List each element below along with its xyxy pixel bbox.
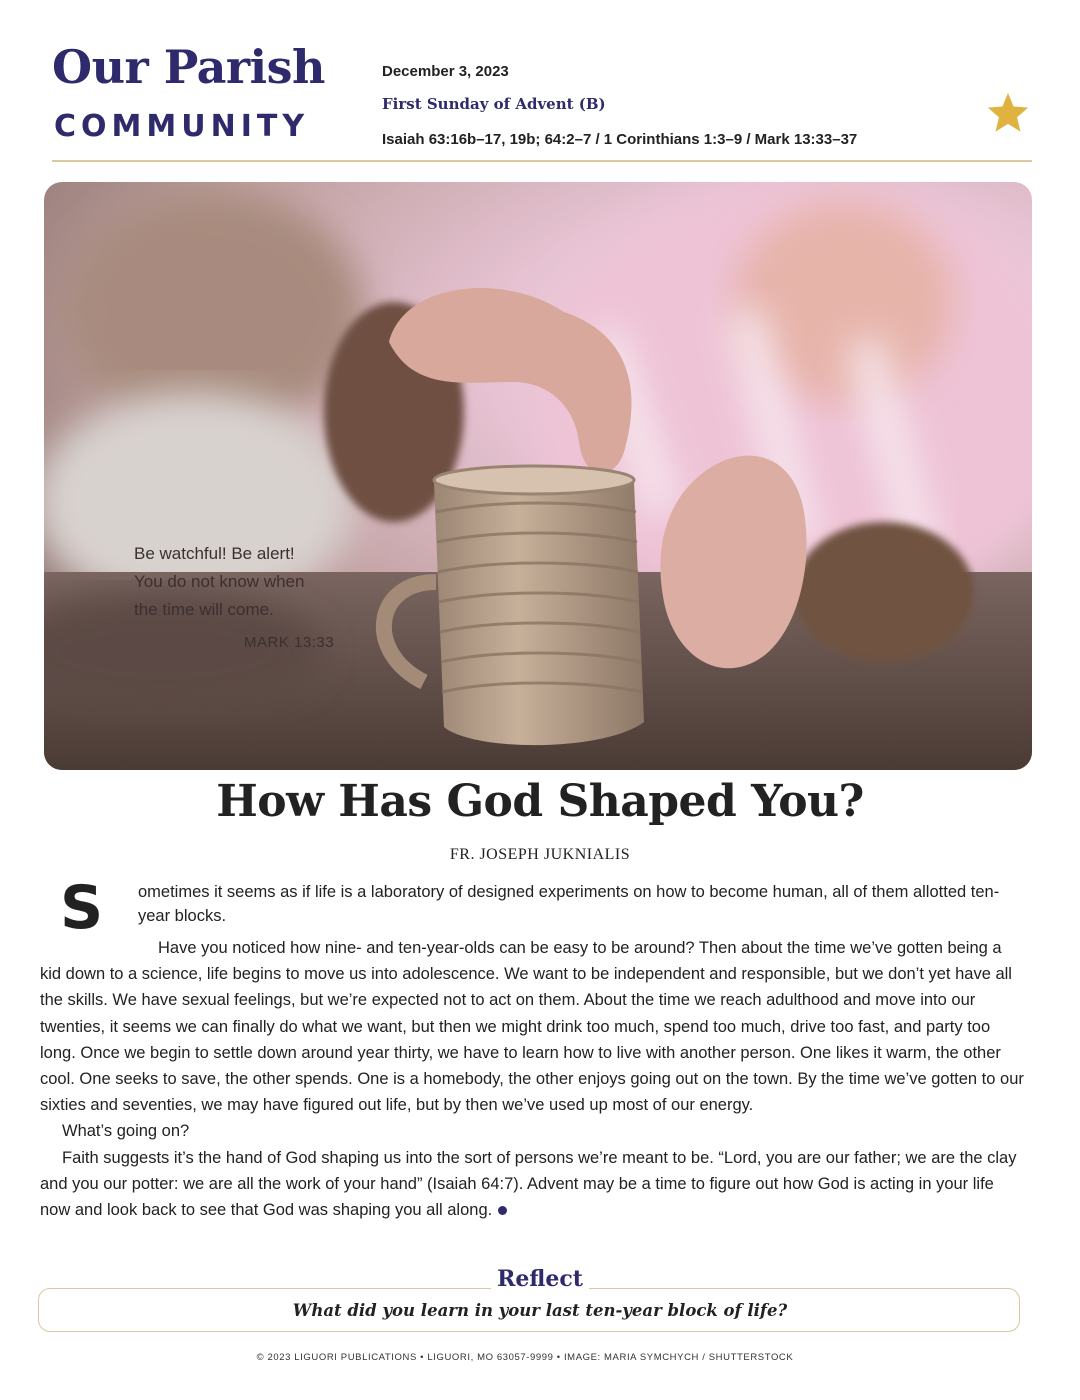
issue-date: December 3, 2023: [382, 63, 509, 80]
drop-cap: S: [60, 873, 104, 943]
reflect-question: What did you learn in your last ten-year block of life?: [292, 1301, 788, 1320]
end-mark-icon: [498, 1206, 507, 1215]
article-paragraph-last: [40, 1145, 1025, 1224]
hero-quote-line: Be watchful! Be alert!: [134, 544, 295, 563]
reflect-title-text: Reflect: [491, 1266, 589, 1292]
issue-occasion: First Sunday of Advent (B): [382, 95, 606, 113]
article-lead: ometimes it seems as if life is a laboratory of designed experiments on how to become human, all of them allotted ten-year blocks.: [138, 883, 1000, 925]
hero-quote-line: You do not know when: [134, 572, 305, 591]
masthead-title: Our Parish: [52, 40, 325, 94]
article-paragraph: What’s going on?: [62, 1122, 190, 1141]
article-byline: FR. JOSEPH JUKNIALIS: [449, 846, 631, 863]
article-paragraph: Have you noticed how nine- and ten-year-olds can be easy to be around? Then about the time we’ve gotten being a kid down to a science, life begins to move us into adolescence. We want to be independent and responsible, but we don’t yet have all the skills. We have sexual feelings, but we’re expected not to act on them. About the time we reach adulthood and move into our twenties, it seems we can finally do what we want, but then we might drink too much, spend too much, drive too fast, and party too long. Once we begin to settle down around year thirty, we have to learn how to live with another person. One likes it warm, the other cool. One seeks to save, the other spends. One is a homebody, the other enjoys going out on the town. By the time we’ve gotten to our sixties and seventies, we may have figured out life, but by then we’ve used up most of our energy.: [40, 939, 1024, 1115]
hero-citation: MARK 13:33: [244, 634, 335, 651]
hero-quote-line: the time will come.: [134, 600, 274, 619]
star-icon: [985, 90, 1031, 136]
hero-quote: [134, 540, 349, 624]
article-paragraph-text: Faith suggests it’s the hand of God shaping us into the sort of persons we’re meant to be. “Lord, you are our father; we are the clay and you our potter: we are all the work of your hand” (Isaiah 64:7). Advent may be a time to figure out how God is acting in your life now and look back to see that God was shaping you all along.: [40, 1148, 1017, 1220]
hero-image: [44, 182, 1032, 770]
masthead-subtitle: COMMUNITY: [54, 109, 310, 144]
article-body: [40, 935, 1025, 1223]
clay-mug-photo: [44, 182, 1032, 770]
footer-credits: © 2023 LIGUORI PUBLICATIONS • LIGUORI, MO 63057-9999 • IMAGE: MARIA SYMCHYCH / SHUTTERSTOCK: [256, 1352, 794, 1363]
article-title: How Has God Shaped You?: [216, 776, 864, 827]
header-rule: [52, 160, 1032, 162]
issue-readings: Isaiah 63:16b–17, 19b; 64:2–7 / 1 Corinthians 1:3–9 / Mark 13:33–37: [382, 131, 858, 148]
reflect-title: [0, 1266, 1080, 1292]
